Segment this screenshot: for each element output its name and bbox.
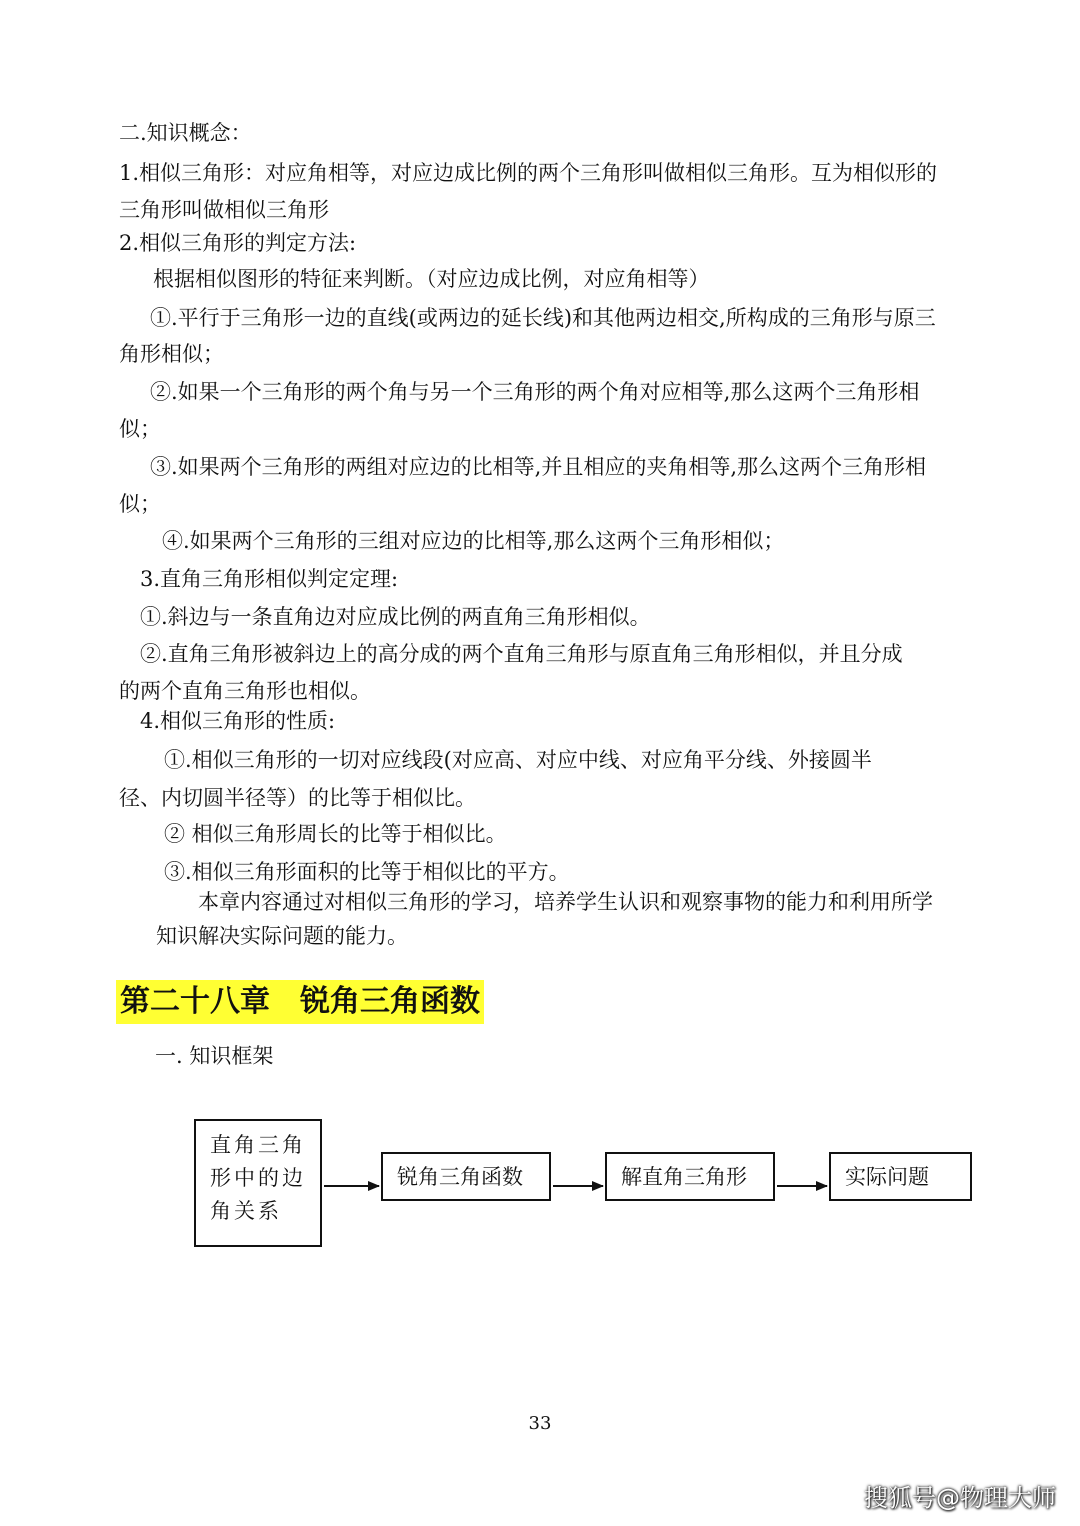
para-2-item-2-line-2: 似； [119, 417, 161, 441]
para-2-item-3-line-1: ③.如果两个三角形的两组对应边的比相等,并且相应的夹角相等,那么这两个三角形相 [150, 455, 927, 479]
para-4-title: 4.相似三角形的性质: [140, 709, 336, 733]
flowchart-box-solve-right-triangle: 解直角三角形 [605, 1152, 775, 1201]
para-2-item-1-line-2: 角形相似； [119, 342, 224, 366]
para-2-item-1-line-1: ①.平行于三角形一边的直线(或两边的延长线)和其他两边相交,所构成的三角形与原三 [150, 306, 936, 330]
flowchart-box-edge-angle-relations: 直角三角 形中的边 角关系 [194, 1119, 322, 1247]
summary-line-1: 本章内容通过对相似三角形的学习，培养学生认识和观察事物的能力和利用所学 [198, 890, 933, 914]
para-2-item-2-line-1: ②.如果一个三角形的两个角与另一个三角形的两个角对应相等,那么这两个三角形相 [150, 380, 920, 404]
para-1-line-2: 三角形叫做相似三角形 [119, 198, 329, 222]
para-4-item-3: ③.相似三角形面积的比等于相似比的平方。 [164, 860, 570, 884]
watermark: 搜狐号@物理大师 [864, 1484, 1056, 1512]
para-4-item-1-line-1: ①.相似三角形的一切对应线段(对应高、对应中线、对应角平分线、外接圆半 [164, 748, 872, 772]
para-3-title: 3.直角三角形相似判定定理: [140, 567, 399, 591]
flowchart-box-acute-trig-functions: 锐角三角函数 [381, 1152, 551, 1201]
para-3-item-2-line-2: 的两个直角三角形也相似。 [119, 679, 371, 703]
flowchart-box-practical-problems: 实际问题 [829, 1152, 972, 1201]
chapter-heading: 第二十八章 锐角三角函数 [116, 980, 484, 1024]
section-title: 二.知识概念： [119, 121, 252, 145]
para-2-item-4: ④.如果两个三角形的三组对应边的比相等,那么这两个三角形相似； [162, 529, 785, 553]
para-4-item-1-line-2: 径、内切圆半径等）的比等于相似比。 [119, 786, 476, 810]
para-3-item-2-line-1: ②.直角三角形被斜边上的高分成的两个直角三角形与原直角三角形相似，并且分成 [140, 642, 903, 666]
para-2-item-3-line-2: 似； [119, 492, 161, 516]
para-2-title: 2.相似三角形的判定方法: [119, 231, 357, 255]
para-4-item-2: ② 相似三角形周长的比等于相似比。 [164, 822, 507, 846]
page-number: 33 [528, 1413, 552, 1434]
para-1-line-1: 1.相似三角形：对应角相等，对应边成比例的两个三角形叫做相似三角形。互为相似形的 [119, 161, 938, 185]
summary-line-2: 知识解决实际问题的能力。 [156, 924, 408, 948]
framework-subheading: 一. 知识框架 [155, 1044, 274, 1068]
para-3-item-1: ①.斜边与一条直角边对应成比例的两直角三角形相似。 [140, 605, 651, 629]
para-2-intro: 根据相似图形的特征来判断。（对应边成比例，对应角相等） [153, 267, 710, 291]
